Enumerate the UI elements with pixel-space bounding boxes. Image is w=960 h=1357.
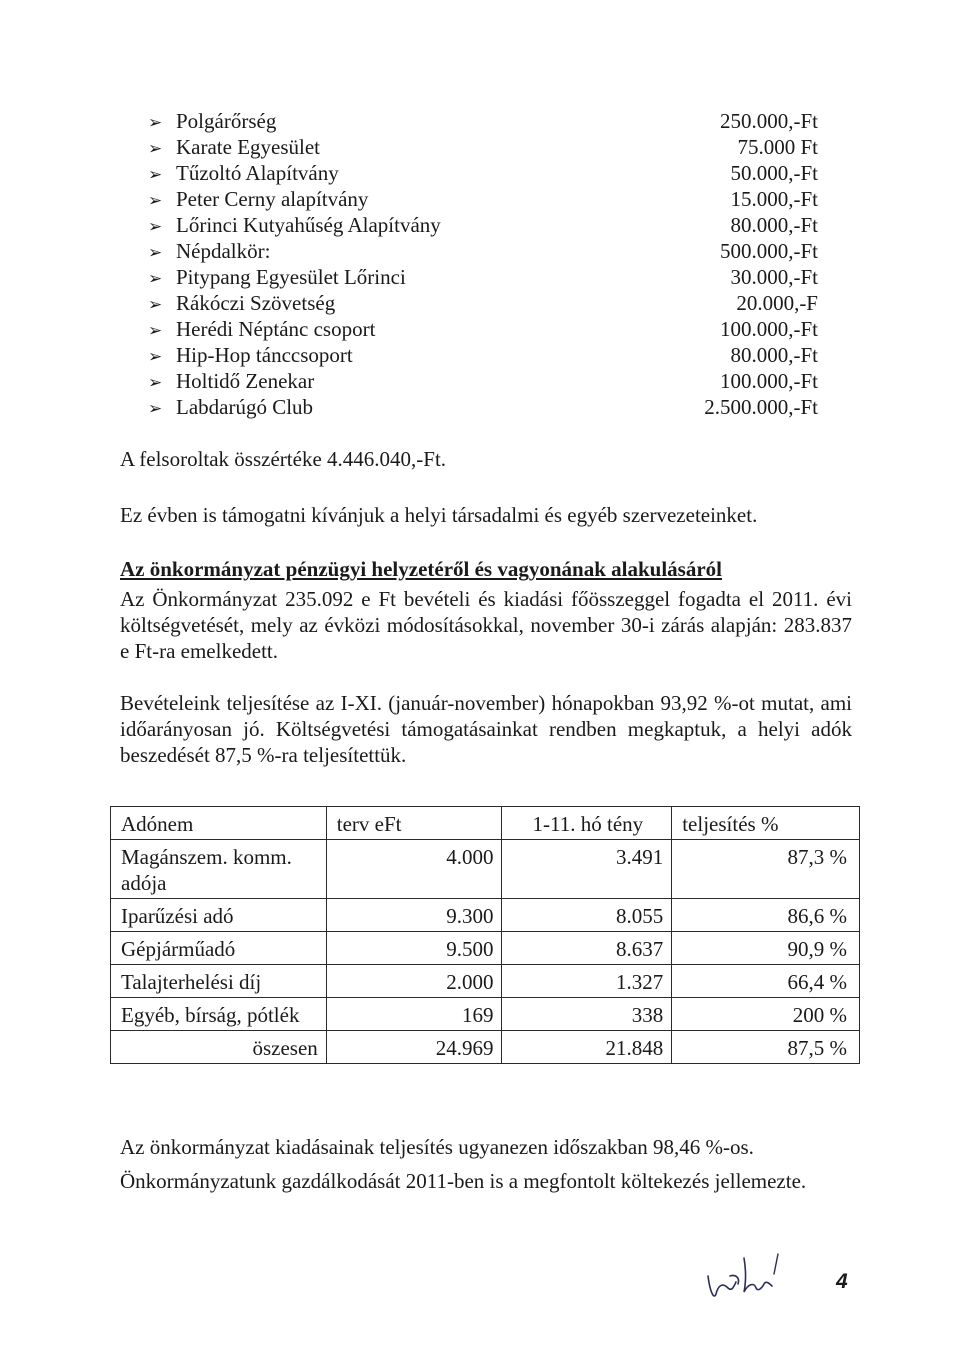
- organization-list: [148, 108, 818, 420]
- arrow-bullet-icon: ➢: [148, 373, 163, 392]
- table-header-cell: 1-11. hó tény: [502, 807, 672, 840]
- organization-name: Herédi Néptánc csoport: [176, 317, 376, 341]
- table-cell: 338: [502, 998, 672, 1031]
- list-item: [148, 342, 818, 368]
- table-cell: öszesen: [111, 1031, 327, 1064]
- arrow-bullet-icon: ➢: [148, 165, 163, 184]
- table-header-cell: Adónem: [111, 807, 327, 840]
- table-cell: 66,4 %: [672, 965, 860, 998]
- organization-name: Tűzoltó Alapítvány: [176, 161, 339, 185]
- table-cell: 87,5 %: [672, 1031, 860, 1064]
- list-item: [148, 160, 818, 186]
- organization-name: Holtidő Zenekar: [176, 369, 315, 393]
- table-header-cell: teljesítés %: [672, 807, 860, 840]
- section-heading: Az önkormányzat pénzügyi helyzetéről és vagyonának alakulásáról: [120, 557, 722, 581]
- support-amount: 15.000,-Ft: [730, 187, 818, 211]
- table-cell: 200 %: [672, 998, 860, 1031]
- table-cell: 1.327: [502, 965, 672, 998]
- list-item: [148, 316, 818, 342]
- arrow-bullet-icon: ➢: [148, 321, 163, 340]
- table-row: [111, 965, 860, 998]
- table-cell: 8.637: [502, 932, 672, 965]
- list-item: [148, 186, 818, 212]
- list-item: [148, 264, 818, 290]
- table-cell: 9.500: [326, 932, 502, 965]
- list-item: [148, 134, 818, 160]
- table-cell: 169: [326, 998, 502, 1031]
- table-cell: 2.000: [326, 965, 502, 998]
- organization-name: Peter Cerny alapítvány: [176, 187, 369, 211]
- table-cell: Egyéb, bírság, pótlék: [111, 998, 327, 1031]
- tax-table: [110, 806, 860, 1064]
- page-number: 4: [836, 1270, 848, 1293]
- organization-name: Pitypang Egyesület Lőrinci: [176, 265, 406, 289]
- expense-sentence: Az önkormányzat kiadásainak teljesítés ugyanezen időszakban 98,46 %-os.: [120, 1135, 754, 1159]
- arrow-bullet-icon: ➢: [148, 399, 163, 418]
- organization-name: Hip-Hop tánccsoport: [176, 343, 353, 367]
- table-cell: Magánszem. komm. adója: [111, 840, 327, 899]
- list-item: [148, 212, 818, 238]
- organization-name: Népdalkör:: [176, 239, 271, 263]
- list-item: [148, 238, 818, 264]
- revenue-paragraph: Bevételeink teljesítése az I-XI. (január-november) hónapokban 93,92 %-ot mutat, ami időarányosan jó. Költségvetési támogatásainkat rendben megkaptuk, a helyi adók beszedését 87,5 %-ra teljesítettük.: [120, 691, 852, 767]
- support-amount: 100.000,-Ft: [719, 369, 818, 393]
- table-row: [111, 998, 860, 1031]
- arrow-bullet-icon: ➢: [148, 217, 163, 236]
- table-header-cell: terv eFt: [326, 807, 502, 840]
- arrow-bullet-icon: ➢: [148, 269, 163, 288]
- support-amount: 80.000,-Ft: [730, 343, 818, 367]
- arrow-bullet-icon: ➢: [148, 243, 163, 262]
- table-cell: 87,3 %: [672, 840, 860, 899]
- list-item: [148, 290, 818, 316]
- arrow-bullet-icon: ➢: [148, 347, 163, 366]
- support-amount: 100.000,-Ft: [719, 317, 818, 341]
- support-amount: 75.000 Ft: [737, 135, 818, 159]
- table-cell: 24.969: [326, 1031, 502, 1064]
- table-cell: Iparűzési adó: [111, 899, 327, 932]
- table-cell: 4.000: [326, 840, 502, 899]
- organization-name: Polgárőrség: [176, 109, 277, 133]
- arrow-bullet-icon: ➢: [148, 295, 163, 314]
- organization-name: Rákóczi Szövetség: [176, 291, 336, 315]
- support-amount: 80.000,-Ft: [730, 213, 818, 237]
- table-cell: Gépjárműadó: [111, 932, 327, 965]
- support-sentence: Ez évben is támogatni kívánjuk a helyi társadalmi és egyéb szervezeteinket.: [120, 503, 758, 527]
- table-cell: Talajterhelési díj: [111, 965, 327, 998]
- support-amount: 50.000,-Ft: [730, 161, 818, 185]
- table-cell: 90,9 %: [672, 932, 860, 965]
- table-cell: 3.491: [502, 840, 672, 899]
- support-amount: 2.500.000,-Ft: [704, 395, 818, 419]
- table-cell: 8.055: [502, 899, 672, 932]
- closing-paragraph: Önkormányzatunk gazdálkodását 2011-ben is a megfontolt költekezés jellemezte.: [120, 1169, 807, 1193]
- table-row: [111, 932, 860, 965]
- support-amount: 30.000,-Ft: [730, 265, 818, 289]
- support-amount: 20.000,-F: [736, 291, 818, 315]
- list-item: [148, 368, 818, 394]
- list-item: [148, 394, 818, 420]
- organization-name: Labdarúgó Club: [176, 395, 314, 419]
- table-row: [111, 899, 860, 932]
- organization-name: Lőrinci Kutyahűség Alapítvány: [176, 213, 441, 237]
- table-cell: 9.300: [326, 899, 502, 932]
- handwritten-signature: [700, 1248, 800, 1308]
- arrow-bullet-icon: ➢: [148, 139, 163, 158]
- support-amount: 500.000,-Ft: [719, 239, 818, 263]
- arrow-bullet-icon: ➢: [148, 191, 163, 210]
- support-amount: 250.000,-Ft: [719, 109, 818, 133]
- total-sentence: A felsoroltak összértéke 4.446.040,-Ft.: [120, 447, 447, 471]
- table-header-row: [111, 807, 860, 840]
- arrow-bullet-icon: ➢: [148, 113, 163, 132]
- table-total-row: [111, 1031, 860, 1064]
- table-cell: 21.848: [502, 1031, 672, 1064]
- budget-paragraph: Az Önkormányzat 235.092 e Ft bevételi és kiadási főösszeggel fogadta el 2011. évi költségvetését, mely az évközi módosításokkal, november 30-i zárás alapján: 283.837 e Ft-ra emelkedett.: [120, 587, 852, 663]
- list-item: [148, 108, 818, 134]
- table-row: [111, 840, 860, 899]
- table-cell: 86,6 %: [672, 899, 860, 932]
- organization-name: Karate Egyesület: [176, 135, 321, 159]
